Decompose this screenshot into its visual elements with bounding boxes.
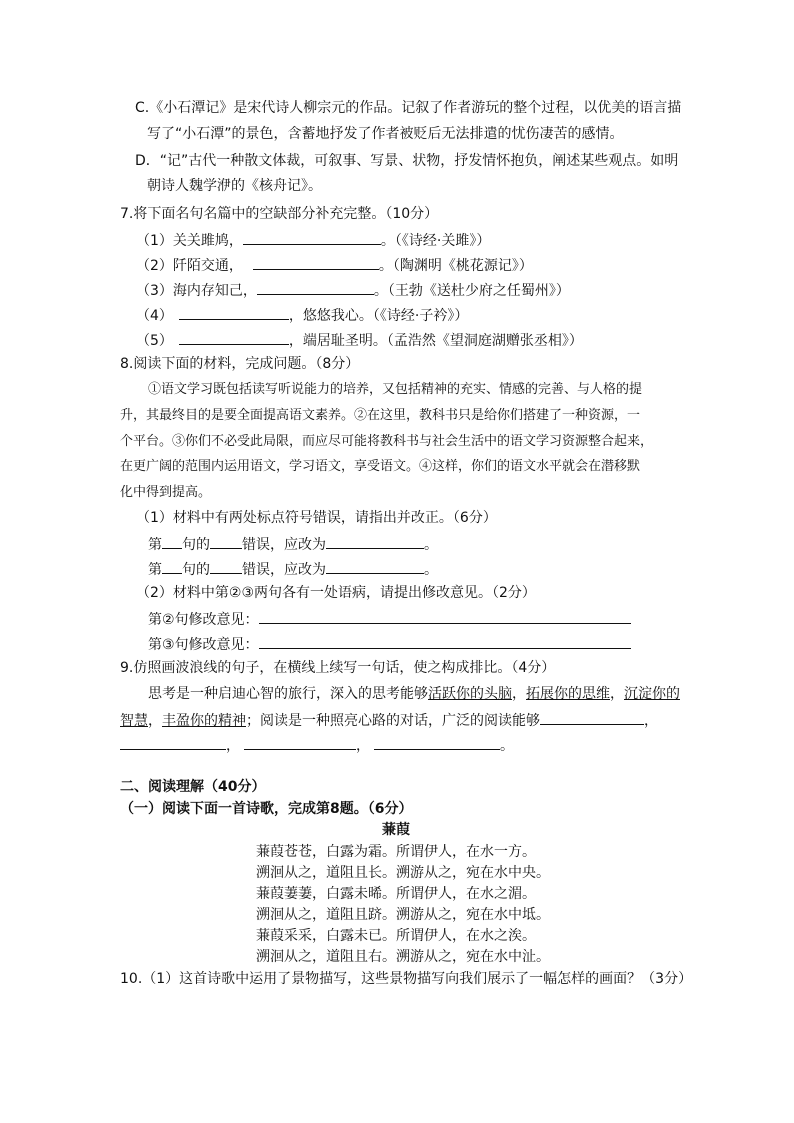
q7-item-3 <box>136 279 570 301</box>
q7-item-4-before: （4） <box>136 308 173 324</box>
q8-blank-fix-1[interactable] <box>326 533 424 549</box>
q9-blank-4[interactable] <box>374 734 500 750</box>
q8-material-line-2: 升，其最终目的是要全面提高语文素养。②在这里，教科书只是给你们搭建了一种资源，一 <box>120 408 641 423</box>
q8-blank-mark-2[interactable] <box>210 558 242 574</box>
q8-mod-row-3 <box>148 633 631 655</box>
q8-blank-sentence-2[interactable] <box>162 558 182 574</box>
q7-item-5 <box>136 329 583 351</box>
q7-item-5-before: （5） <box>136 333 173 349</box>
q8-fill-2-p2: 句的 <box>182 562 210 578</box>
option-c-line2: 写了“小石潭”的景色，含蓄地抒发了作者被贬后无法排遣的忧伤凄苦的感情。 <box>147 126 624 142</box>
q9-text-b: ；阅读是一种照亮心路的对话，广泛的阅读能够 <box>246 713 540 729</box>
q8-mod-row-2 <box>148 608 631 630</box>
question-7-title: 7.将下面名句名篇中的空缺部分补充完整。（10分） <box>120 206 439 222</box>
q9-comma-3: ， <box>356 738 370 754</box>
poem-title: 蒹葭 <box>382 822 410 838</box>
q7-blank-3[interactable] <box>257 279 374 295</box>
option-d-line1: D．“记”古代一种散文体裁，可叙事、写景、状物，抒发情怀抱负，阐述某些观点。如明 <box>135 153 679 169</box>
question-10-1: 10.（1）这首诗歌中运用了景物描写，这些景物描写向我们展示了一幅怎样的画面？（3分） <box>120 971 693 987</box>
q7-blank-5[interactable] <box>179 329 289 345</box>
q7-item-3-before: （3）海内存知己， <box>136 283 257 299</box>
q9-sep-2: ， <box>610 686 624 702</box>
question-8-title: 8.阅读下面的材料，完成问题。（8分） <box>120 356 360 372</box>
section-2-subtitle: （一）阅读下面一首诗歌，完成第8题。（6分） <box>120 801 413 817</box>
q7-blank-1[interactable] <box>243 229 381 245</box>
q7-item-5-after: ，端居耻圣明。（孟浩然《望洞庭湖赠张丞相》） <box>288 333 583 349</box>
q7-blank-4[interactable] <box>179 304 289 320</box>
q7-item-2-after: 。（陶渊明《桃花源记》） <box>378 258 533 274</box>
q9-comma-2: ， <box>226 738 240 754</box>
q7-item-1-before: （1）关关雎鸠， <box>136 233 243 249</box>
q8-mod3-label: 第③句修改意见： <box>148 637 259 653</box>
option-c-line1: C.《小石潭记》是宋代诗人柳宗元的作品。记叙了作者游玩的整个过程，以优美的语言描 <box>135 100 682 116</box>
q9-blank-3[interactable] <box>244 734 356 750</box>
q9-sep-1: ， <box>512 686 526 702</box>
q9-sentence-line-2 <box>120 709 658 731</box>
q7-item-3-after: 。（王勃《送杜少府之任蜀州》） <box>373 283 570 299</box>
q7-item-4-after: ，悠悠我心。（《诗经·子衿》） <box>288 308 469 324</box>
q9-sep-3: ， <box>148 713 162 729</box>
q8-mod2-label: 第②句修改意见： <box>148 612 259 628</box>
q9-wavy-2: 拓展你的思维 <box>526 686 610 702</box>
poem-line-4: 溯洄从之，道阻且跻。溯游从之，宛在水中坻。 <box>256 907 550 923</box>
q9-wavy-5: 丰盈你的精神 <box>162 713 246 729</box>
poem-line-3: 蒹葭萋萋，白露未晞。所谓伊人，在水之湄。 <box>256 886 536 902</box>
q8-material-line-3: 个平台。③你们不必受此局限，而应尽可能将教科书与社会生活中的语文学习资源整合起来， <box>120 434 654 449</box>
q8-blank-fix-2[interactable] <box>326 558 424 574</box>
q8-fill-row-1 <box>148 533 438 555</box>
q8-blank-mark-1[interactable] <box>210 533 242 549</box>
q7-item-4 <box>136 304 468 326</box>
q8-fill-1-p1: 第 <box>148 537 162 553</box>
q8-fill-1-p2: 句的 <box>182 537 210 553</box>
q8-material-line-1: ①语文学习既包括读写听说能力的培养，又包括精神的充实、情感的完善、与人格的提 <box>148 382 643 397</box>
q8-blank-sentence-1[interactable] <box>162 533 182 549</box>
q9-wavy-3: 沉淀你的 <box>624 686 680 702</box>
q8-mod2-blank[interactable] <box>259 608 631 624</box>
poem-line-6: 溯洄从之，道阻且右。溯游从之，宛在水中沚。 <box>256 949 550 965</box>
q8-material-line-4: 在更广阔的范围内运用语文，学习语文，享受语文。④这样，你们的语文水平就会在潜移默 <box>120 459 641 474</box>
q9-sentence-line-3 <box>120 734 514 756</box>
q8-sub2: （2）材料中第②③两句各有一处语病，请提出修改意见。（2分） <box>136 585 536 601</box>
option-d-line2: 朝诗人魏学洢的《核舟记》。 <box>147 178 322 194</box>
q8-fill-1-p3: 错误，应改为 <box>242 537 326 553</box>
poem-line-5: 蒹葭采采，白露未已。所谓伊人，在水之涘。 <box>256 928 536 944</box>
q9-period: 。 <box>500 738 514 754</box>
q8-fill-2-p1: 第 <box>148 562 162 578</box>
section-2-title: 二、阅读理解（40分） <box>120 779 266 795</box>
q7-item-2 <box>136 254 533 276</box>
q9-wavy-4: 智慧 <box>120 713 148 729</box>
q9-comma-1: ， <box>644 713 658 729</box>
q7-item-1-after: 。（《诗经·关雎》） <box>380 233 491 249</box>
q9-blank-1[interactable] <box>540 709 644 725</box>
poem-line-1: 蒹葭苍苍，白露为霜。所谓伊人，在水一方。 <box>256 844 536 860</box>
q7-item-1 <box>136 229 490 251</box>
poem-line-2: 溯洄从之，道阻且长。溯游从之，宛在水中央。 <box>256 865 550 881</box>
q9-blank-2[interactable] <box>120 734 226 750</box>
q8-sub1: （1）材料中有两处标点符号错误，请指出并改正。（6分） <box>136 510 497 526</box>
q8-mod3-blank[interactable] <box>259 633 631 649</box>
q7-blank-2[interactable] <box>253 254 379 270</box>
q8-fill-2-end: 。 <box>424 562 438 578</box>
q8-material-line-5: 化中得到提高。 <box>120 485 212 500</box>
q9-sentence-line-1 <box>148 684 680 704</box>
q9-text-a: 思考是一种启迪心智的旅行，深入的思考能够 <box>148 686 428 702</box>
q9-wavy-1: 活跃你的头脑 <box>428 686 512 702</box>
question-9-title: 9.仿照画波浪线的句子，在横线上续写一句话，使之构成排比。（4分） <box>120 660 556 676</box>
q7-item-2-before: （2）阡陌交通， <box>136 258 243 274</box>
q8-fill-row-2 <box>148 558 438 580</box>
q8-fill-1-end: 。 <box>424 537 438 553</box>
q8-fill-2-p3: 错误，应改为 <box>242 562 326 578</box>
